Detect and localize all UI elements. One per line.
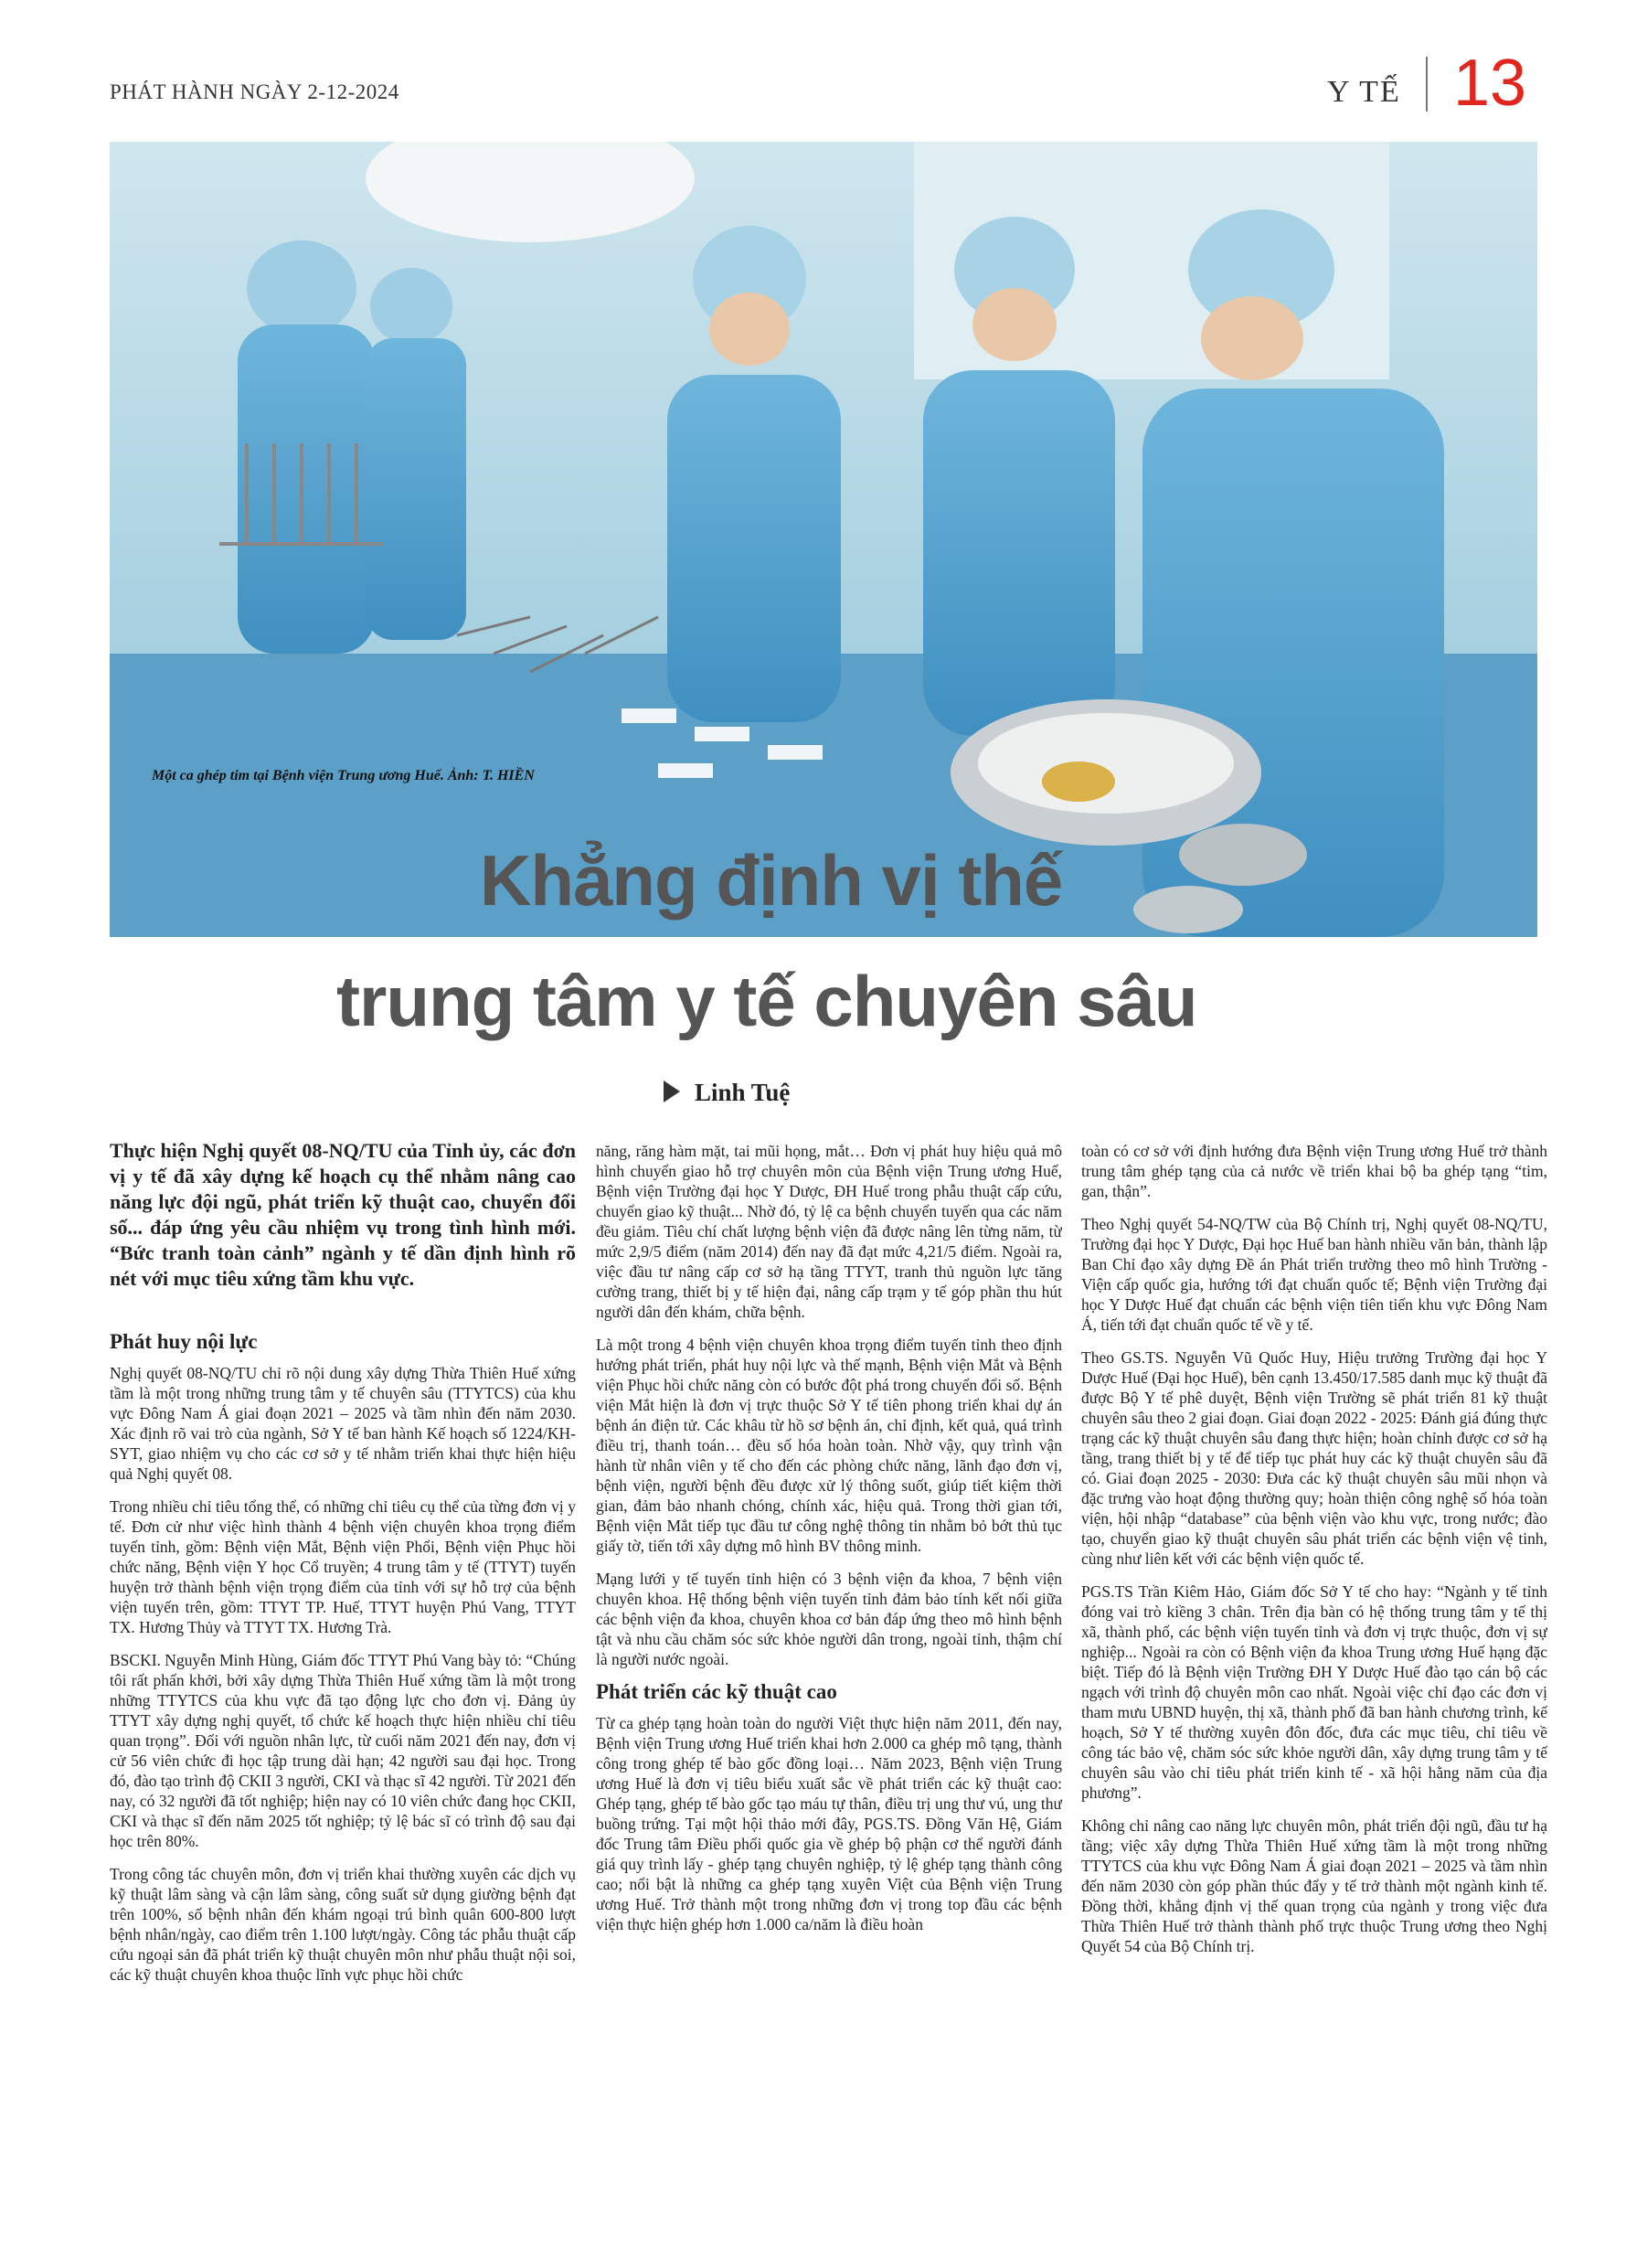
paragraph: PGS.TS Trần Kiêm Hảo, Giám đốc Sở Y tế cho hay: “Ngành y tế tỉnh đóng vai trò kiềng 3 chân. Trên địa bàn có hệ thống trung tâm y tế thị xã, thành phố, các bệnh viện tuyến tỉnh và đơn vị trực thuộc, đơn vị sự nghiệp... Ngoài ra còn có Bệnh viện đa khoa Trung ương Huế hạng đặc biệt. Tiếp đó là Bệnh viện Trường ĐH Y Dược Huế đào tạo cán bộ các ngạch với trình độ chuyên môn cao nhất. Ngoài việc chỉ đạo các đơn vị tham mưu UBND huyện, thị xã, thành phố đã ban hành chương trình, kế hoạch, Sở Y tế thường xuyên đôn đốc, đưa các mục tiêu, chỉ tiêu về công tác bảo vệ, chăm sóc sức khỏe người dân, xây dựng trung tâm y tế chuyên sâu vào chỉ tiêu phát triển kinh tế - xã hội hằng năm của địa phương”.	[1081, 1582, 1547, 1802]
paragraph: Theo Nghị quyết 54-NQ/TW của Bộ Chính trị, Nghị quyết 08-NQ/TU, Trường đại học Y Dược, Đại học Huế ban hành nhiều văn bản, thành lập Ban Chỉ đạo xây dựng Đề án Phát triển trường theo mô hình Trường - Viện cấp quốc gia, hướng tới đạt chuẩn quốc tế; Bệnh viện Trường đại học Y Dược Huế đạt chuẩn các bệnh viện tiên tiến khu vực Đông Nam Á, tiến tới đạt chuẩn quốc tế về y tế.	[1081, 1215, 1547, 1334]
section-label: Y TẾ	[1327, 75, 1401, 109]
paragraph: Trong công tác chuyên môn, đơn vị triển khai thường xuyên các dịch vụ kỹ thuật lâm sàng và cận lâm sàng, công suất sử dụng giường bệnh đạt trên 100%, số bệnh nhân đến khám ngoại trú bình quân 600-800 lượt bệnh nhân/ngày, cao điểm trên 1.100 lượt/ngày. Công tác phẫu thuật cấp cứu ngoại sản đã phát triển kỹ thuật chuyên môn như phẫu thuật nội soi, các kỹ thuật chuyên khoa thuộc lĩnh vực phục hồi chức	[110, 1865, 576, 1984]
column-1	[110, 1138, 576, 2249]
paragraph: BSCKI. Nguyễn Minh Hùng, Giám đốc TTYT Phú Vang bày tỏ: “Chúng tôi rất phấn khởi, bởi xây dựng Thừa Thiên Huế xứng tầm là một trong những TTYTCS của khu vực đã tạo động lực cho đơn vị. Đảng ủy TTYT xây dựng nghị quyết, tổ chức kế hoạch thực hiện nhiều chỉ tiêu quan trọng”. Đối với nguồn nhân lực, từ cuối năm 2021 đến nay, đơn vị cử 56 viên chức đi học tập trung dài hạn; 42 người sau đại học. Trong đó, đào tạo trình độ CKII 3 người, CKI và thạc sĩ 42 người. Từ 2021 đến nay, có 32 người đã tốt nghiệp; hiện nay có 10 viên chức đang học CKII, CKI và thạc sĩ đến năm 2025 tốt nghiệp; tỷ lệ bác sĩ có trình độ sau đại học trên 80%.	[110, 1651, 576, 1850]
paragraph: Từ ca ghép tạng hoàn toàn do người Việt thực hiện năm 2011, đến nay, Bệnh viện Trung ương Huế triển khai hơn 2.000 ca ghép mô tạng, thành công trong ghép tế bào gốc đồng loại… Năm 2023, Bệnh viện Trung ương Huế là đơn vị tiêu biểu xuất sắc về phát triển các kỹ thuật cao: Ghép tạng, ghép tế bào gốc tạo máu tự thân, điều trị ung thư vú, ung thư buồng trứng. Tại một hội thảo mới đây, PGS.TS. Đồng Văn Hệ, Giám đốc Trung tâm Điều phối quốc gia về ghép bộ phận cơ thể người đánh giá quy trình lấy - ghép tạng chuyên nghiệp, tỷ lệ ghép tạng thành công cao; nổi bật là những ca ghép tạng xuyên Việt của Bệnh viện Trung ương Huế. Trở thành một trong những đơn vị trong top đầu các bệnh viện thực hiện ghép hơn 1.000 ca/năm là điều hoàn	[596, 1714, 1062, 1933]
play-triangle-icon	[664, 1081, 680, 1102]
author-name: Linh Tuệ	[695, 1079, 791, 1106]
header-divider	[1426, 57, 1428, 112]
photo-caption: Một ca ghép tim tại Bệnh viện Trung ương Huế. Ảnh: T. HIỀN	[152, 768, 535, 783]
subheading-2: Phát triển các kỹ thuật cao	[596, 1680, 837, 1703]
headline-line-1: Khẳng định vị thế	[480, 840, 1063, 921]
paragraph: Là một trong 4 bệnh viện chuyên khoa trọng điểm tuyến tỉnh theo định hướng phát triển, phát huy nội lực và thế mạnh, Bệnh viện Mắt và Bệnh viện Phục hồi chức năng còn có bước đột phá trong chuyển đổi số. Bệnh viện Mắt hiện là đơn vị trực thuộc Sở Y tế tiên phong triển khai dự án bệnh án điện tử. Các khâu từ hồ sơ bệnh án, chỉ định, kết quả, quá trình điều trị, thanh toán… đều số hóa hoàn toàn. Nhờ vậy, quy trình vận hành từ nhân viên y tế cho đến các phòng chức năng, lãnh đạo đơn vị, bệnh viện, người bệnh đều được xử lý thông suốt, giúp tiết kiệm thời gian, đảm bảo nhanh chóng, chính xác, hiệu quả. Trong thời gian tới, Bệnh viện Mắt tiếp tục đầu tư công nghệ thông tin nhằm bỏ bớt thủ tục giấy tờ, tiến tới xây dựng mô hình BV thông minh.	[596, 1336, 1062, 1555]
paragraph: Không chỉ nâng cao năng lực chuyên môn, phát triển đội ngũ, đầu tư hạ tầng; việc xây dựng Thừa Thiên Huế xứng tầm là một trong những TTYTCS của khu vực Đông Nam Á giai đoạn 2021 – 2025 và tầm nhìn đến năm 2030 còn góp phần thúc đẩy y tế trở thành một ngành kinh tế. Đồng thời, khẳng định vị thế quan trọng của ngành y trong việc đưa Thừa Thiên Huế trở thành thành phố trực thuộc Trung ương theo Nghị Quyết 54 của Bộ Chính trị.	[1081, 1816, 1547, 1955]
issue-date: PHÁT HÀNH NGÀY 2-12-2024	[110, 80, 399, 103]
column-3	[1081, 1141, 1547, 2252]
paragraph: Mạng lưới y tế tuyến tỉnh hiện có 3 bệnh viện đa khoa, 7 bệnh viện chuyên khoa. Hệ thống bệnh viện tuyến tỉnh đảm bảo tính kết nối giữa các bệnh viện đa khoa, chuyên khoa cơ bản đáp ứng theo mô hình bệnh tật và nhu cầu chăm sóc sức khỏe người dân trong, ngoài tỉnh, thậm chí là người nước ngoài.	[596, 1570, 1062, 1668]
page-number: 13	[1453, 47, 1527, 120]
paragraph: Trong nhiều chỉ tiêu tổng thể, có những chỉ tiêu cụ thể của từng đơn vị y tế. Đơn cử như việc hình thành 4 bệnh viện chuyên khoa trọng điểm tuyến tỉnh, gồm: Bệnh viện Mắt, Bệnh viện Phổi, Bệnh viện Phục hồi chức năng, Bệnh viện Y học Cổ truyền; 4 trung tâm y tế (TTYT) tuyến huyện trở thành bệnh viện trọng điểm của tỉnh với sự hỗ trợ của bệnh viện tuyến trên, gồm: TTYT TP. Huế, TTYT huyện Phú Vang, TTYT TX. Hương Thủy và TTYT TX. Hương Trà.	[110, 1497, 576, 1636]
lead-paragraph: Thực hiện Nghị quyết 08-NQ/TU của Tỉnh ủy, các đơn vị y tế đã xây dựng kế hoạch cụ thể nhằm nâng cao năng lực đội ngũ, phát triển kỹ thuật cao, chuyển đổi số... đáp ứng yêu cầu nhiệm vụ trong tình hình mới. “Bức tranh toàn cảnh” ngành y tế dần định hình rõ nét với mục tiêu xứng tầm khu vực.	[110, 1139, 576, 1290]
surgery-photo	[110, 142, 1537, 937]
paragraph: toàn có cơ sở với định hướng đưa Bệnh viện Trung ương Huế trở thành trung tâm ghép tạng của cả nước về triển khai bộ ba ghép tạng “tim, gan, thận”.	[1081, 1142, 1547, 1200]
paragraph: năng, răng hàm mặt, tai mũi họng, mắt… Đơn vị phát huy hiệu quả mô hình chuyển giao hỗ trợ chuyên môn của Bệnh viện Trung ương Huế, Bệnh viện Trường đại học Y Dược, ĐH Huế trong phẫu thuật cấp cứu, chuyển giao kỹ thuật... Nhờ đó, tỷ lệ ca bệnh chuyển tuyến qua các năm đều giảm. Tiêu chí chất lượng bệnh viện đã được nâng lên từng năm, từ mức 2,9/5 điểm (năm 2014) đến nay đã đạt mức 4,21/5 điểm. Ngoài ra, việc đầu tư nâng cấp cơ sở hạ tầng TTYT, tranh thủ nguồn lực tăng cường trang, thiết bị y tế hiện đại, nâng cấp trạm y tế góp phần thu hút người dân đến khám, chữa bệnh.	[596, 1142, 1062, 1321]
subheading-1: Phát huy nội lực	[110, 1330, 258, 1353]
paragraph: Nghị quyết 08-NQ/TU chỉ rõ nội dung xây dựng Thừa Thiên Huế xứng tầm là một trong những trung tâm y tế chuyên sâu (TTYTCS) của khu vực Đông Nam Á giai đoạn 2021 – 2025 và tầm nhìn đến năm 2030. Xác định rõ vai trò của ngành, Sở Y tế ban hành Kế hoạch số 1224/KH-SYT, giao nhiệm vụ cho các cơ sở y tế nhằm triển khai thực hiện hiệu quả Nghị quyết 08.	[110, 1364, 576, 1483]
byline	[664, 1079, 790, 1107]
column-2	[596, 1141, 1062, 2252]
headline-line-2: trung tâm y tế chuyên sâu	[336, 961, 1197, 1041]
paragraph: Theo GS.TS. Nguyễn Vũ Quốc Huy, Hiệu trưởng Trường đại học Y Dược Huế (Đại học Huế), bên cạnh 13.450/17.585 danh mục kỹ thuật đã được Bộ Y tế phê duyệt, Bệnh viện Trường sẽ phát triển 81 kỹ thuật chuyên sâu theo 2 giai đoạn. Giai đoạn 2022 - 2025: Đánh giá đúng thực trạng các kỹ thuật chuyên sâu đang thực hiện; hoàn chỉnh được cơ sở hạ tầng, trang thiết bị y tế để tiếp tục phát huy các kỹ thuật chuyên sâu đã có. Giai đoạn 2025 - 2030: Đưa các kỹ thuật chuyên sâu mũi nhọn và đặc trưng vào hoạt động thường quy; hoàn thiện công nghệ số hóa toàn viện, hội nhập “database” của bệnh viện vào khu vực, trong nước; đào tạo, chuyển giao kỹ thuật chuyên sâu phát triển các bệnh viện vệ tinh, cùng như liên kết với các bệnh viện quốc tế.	[1081, 1348, 1547, 1568]
surgery-illustration	[110, 142, 1537, 937]
